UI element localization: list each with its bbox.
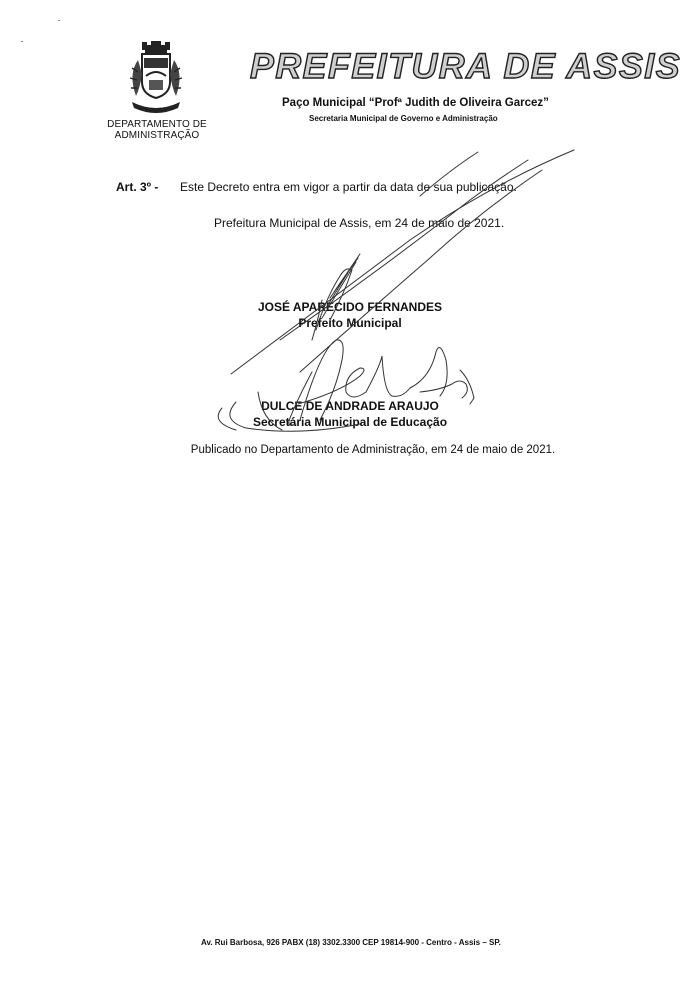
article-label: Art. 3º - [116,180,159,194]
secretary-name: DULCE DE ANDRADE ARAUJO [261,399,439,413]
place-date: Prefeitura Municipal de Assis, em 24 de maio de 2021. [214,216,505,230]
coat-of-arms-icon [118,38,194,118]
department-label [98,119,216,141]
scan-speck [58,20,60,21]
department-line-2: ADMINISTRAÇÃO [114,130,200,141]
footer-address: Av. Rui Barbosa, 926 PABX (18) 3302.3300 CEP 19814-900 - Centro - Assis – SP. [201,938,501,947]
secretary-title: Secretária Municipal de Educação [252,415,448,429]
publication-note: Publicado no Departamento de Administração, em 24 de maio de 2021. [190,444,556,456]
city-hall-brand: PREFEITURA DE ASSIS [250,47,682,86]
scan-speck [21,41,23,42]
palace-subtitle: Paço Municipal “Profª Judith de Oliveira Garcez” [282,97,549,109]
mayor-title: Prefeito Municipal [298,316,402,330]
article-text: Este Decreto entra em vigor a partir da data de sua publicação. [180,180,517,194]
mayor-name: JOSÉ APARECIDO FERNANDES [257,300,443,314]
secretariat-subtitle: Secretaria Municipal de Governo e Administração [309,114,498,123]
department-line-1: DEPARTAMENTO DE [107,119,207,130]
